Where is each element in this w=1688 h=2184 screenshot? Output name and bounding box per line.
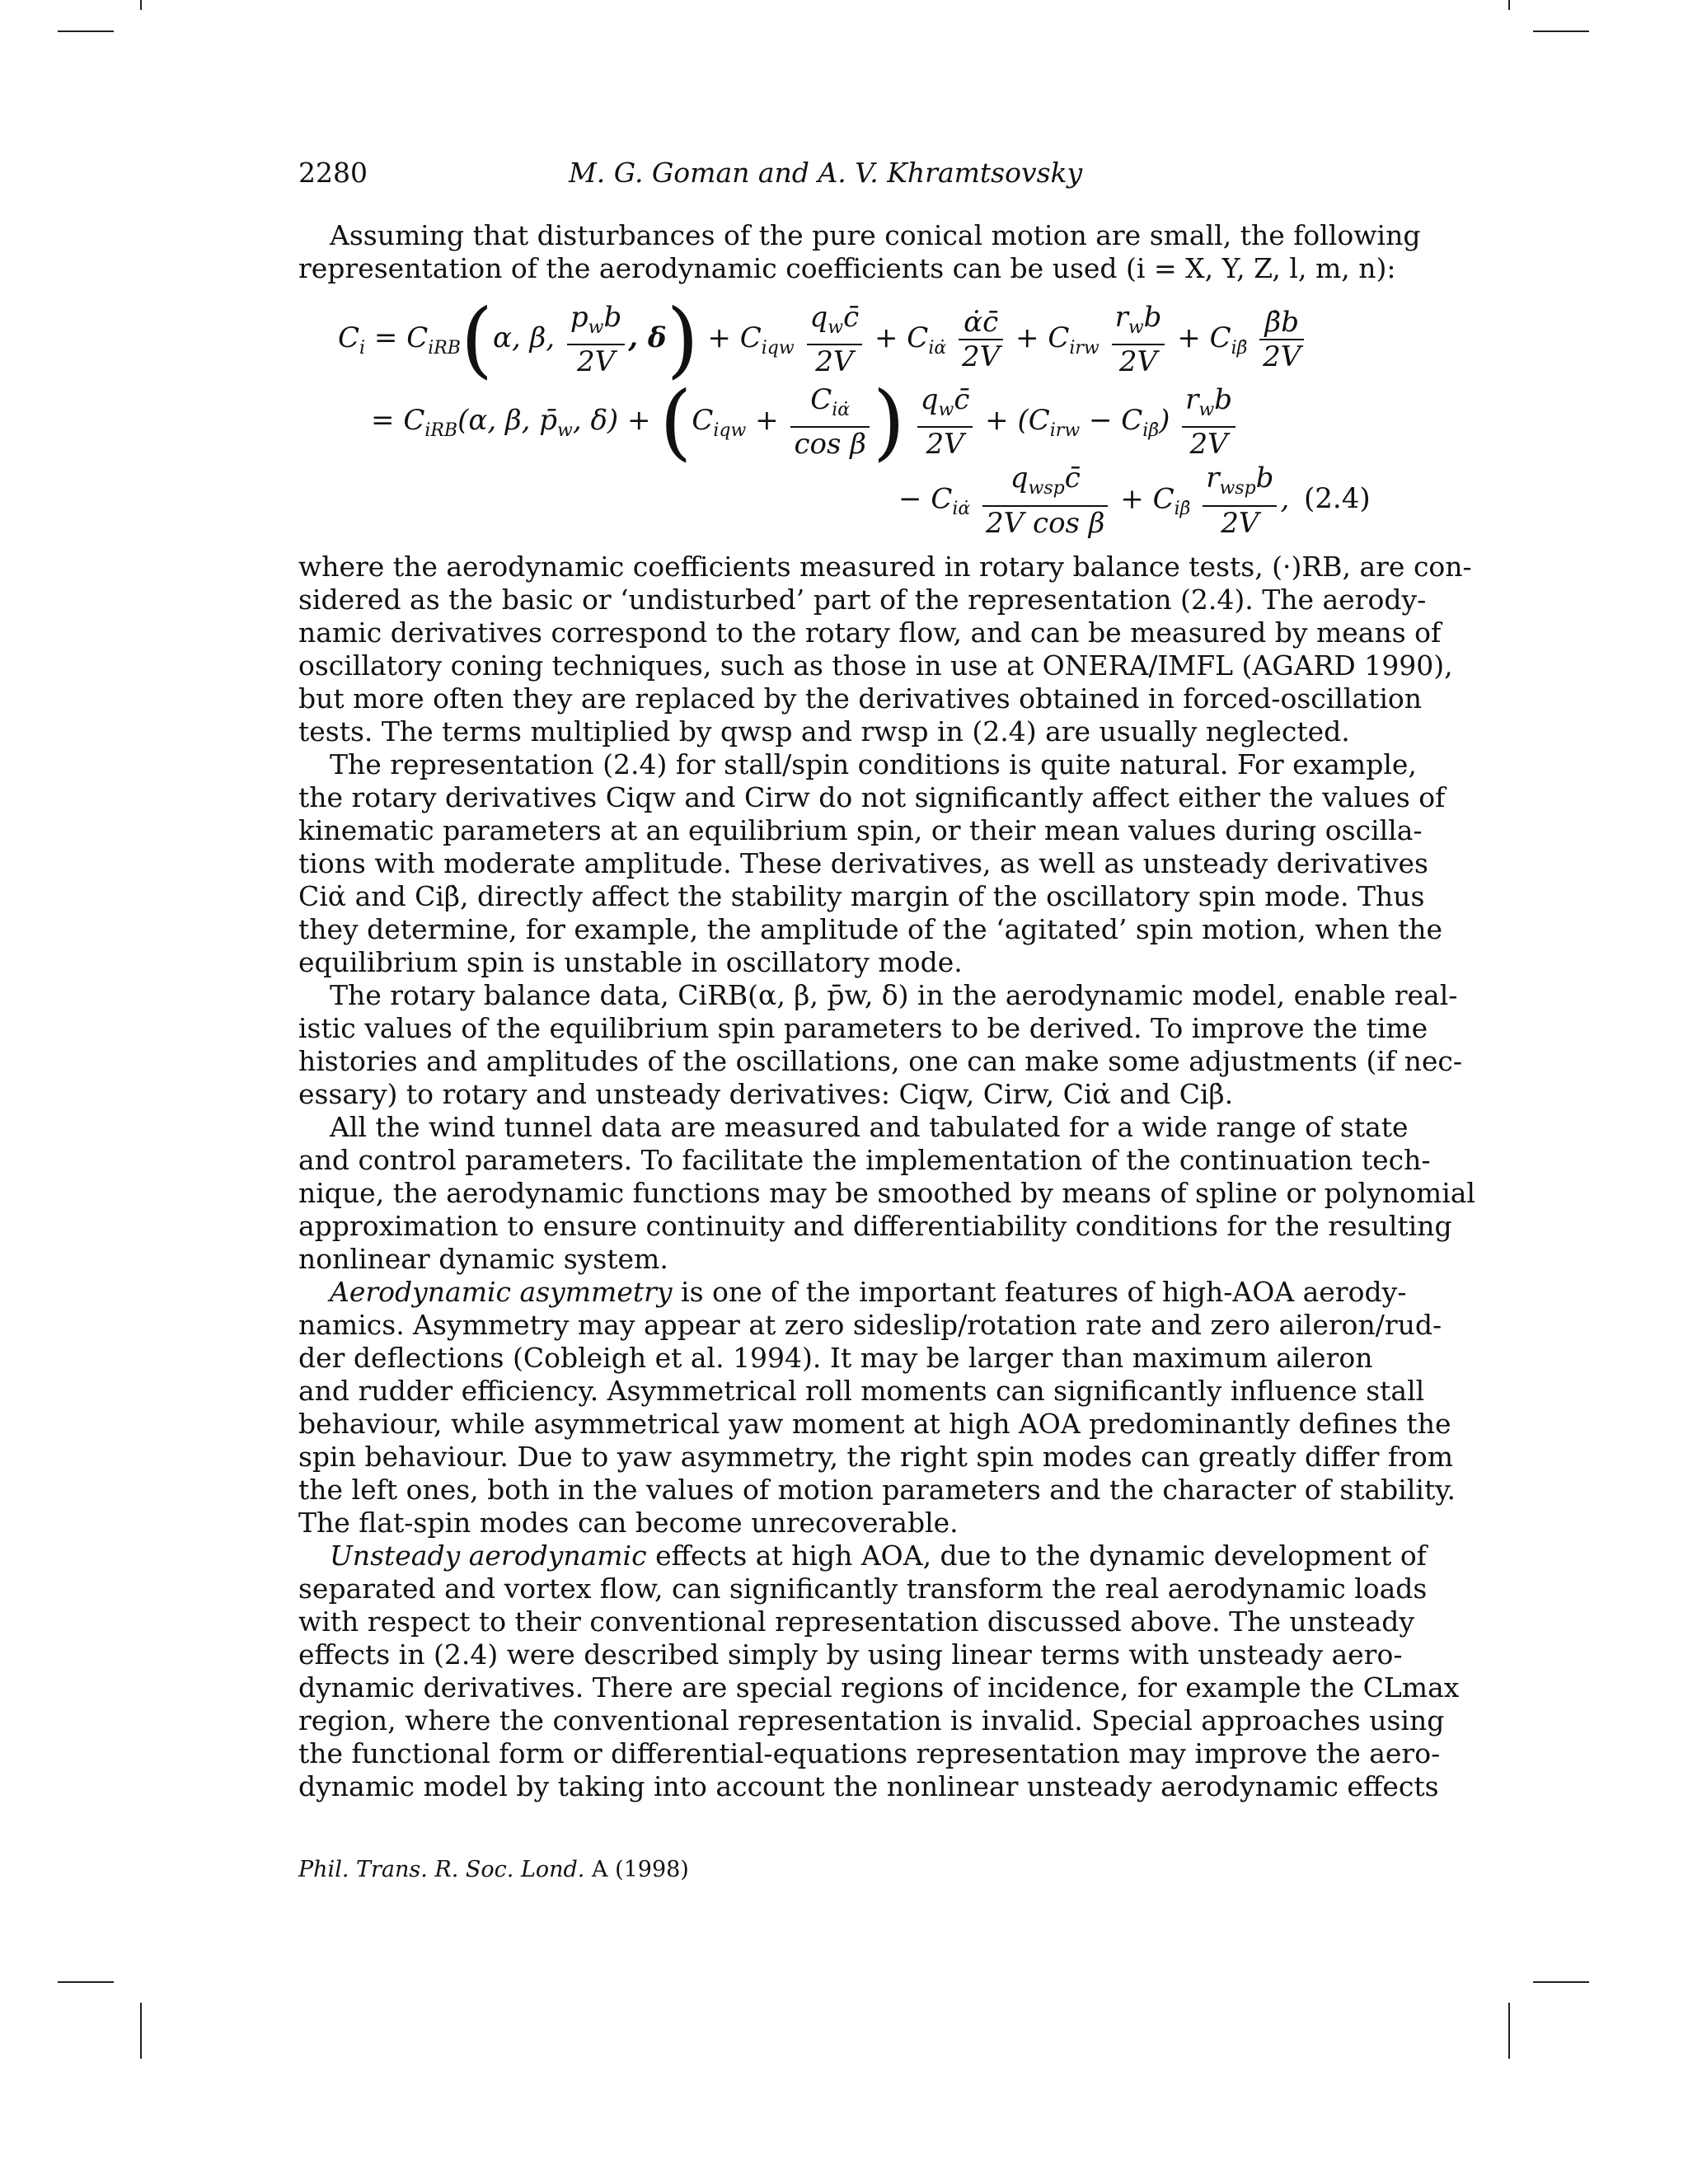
page-number: 2280 <box>298 157 368 189</box>
eq-symbol: C <box>907 321 929 354</box>
paragraph-rotary-balance <box>298 551 1472 748</box>
eq-symbol: C <box>338 321 360 354</box>
eq-subscript: wsp <box>1028 477 1065 499</box>
emphasis: Aerodynamic asymmetry <box>330 1276 673 1308</box>
text-line: The rotary balance data, CiRB(α, β, p̄w, δ) in the aerodynamic model, enable real- <box>330 979 1458 1011</box>
text-line: where the aerodynamic coefficients measured in rotary balance tests, (·)RB, are con- <box>298 551 1472 583</box>
crop-mark <box>1533 30 1589 32</box>
num-text: r <box>1185 382 1199 416</box>
text-line: tests. The terms multiplied by qwsp and rwsp in (2.4) are usually neglected. <box>298 715 1350 748</box>
numerator <box>807 301 863 346</box>
text-line: the functional form or differential-equations representation may improve the aero- <box>298 1737 1441 1769</box>
text-line: Ciα̇ and Ciβ̇, directly affect the stability margin of the oscillatory spin mode. Thus <box>298 880 1425 912</box>
eq-symbol: C <box>931 482 953 516</box>
eq-symbol: C <box>406 321 429 354</box>
text-line: The flat-spin modes can become unrecoverable. <box>298 1507 959 1539</box>
eq-operator: − <box>1088 404 1113 437</box>
text-line <box>298 1540 1427 1572</box>
text-line: and control parameters. To facilitate the implementation of the continuation tech- <box>298 1144 1431 1176</box>
text-line: kinematic parameters at an equilibrium spin, or their mean values during oscilla- <box>298 814 1423 846</box>
num-text: c̄ <box>954 382 970 416</box>
eq-args: , δ <box>628 321 667 354</box>
eq-subscript: i <box>359 337 366 359</box>
paragraph-asymmetry <box>298 1276 1456 1540</box>
equation-line-1 <box>338 291 1307 387</box>
eq-subscript: iα̇ <box>952 499 971 520</box>
right-paren: ) <box>872 373 905 470</box>
eq-subscript: iα̇ <box>832 399 851 420</box>
eq-operator: + <box>627 404 651 437</box>
denominator: cos β <box>794 428 866 462</box>
eq-subscript: w <box>557 419 573 441</box>
text-line: All the wind tunnel data are measured and tabulated for a wide range of state <box>330 1111 1409 1143</box>
eq-operator: = <box>373 321 398 354</box>
fraction <box>1203 462 1277 540</box>
eq-punctuation: , <box>1280 482 1290 516</box>
eq-args: (α, β, p̄ <box>457 404 557 437</box>
eq-subscript: w <box>1198 399 1215 420</box>
eq-args: α, β, <box>493 321 556 354</box>
num-text: c̄ <box>1064 462 1081 494</box>
eq-operator: + <box>755 404 779 437</box>
numerator: α̇c̄ <box>959 306 1003 340</box>
eq-symbol: (C <box>1017 404 1050 437</box>
eq-symbol: C <box>739 321 762 354</box>
paragraph-intro <box>298 219 1421 285</box>
num-text: b <box>1214 382 1233 416</box>
left-paren: ( <box>659 373 692 470</box>
left-paren: ( <box>460 291 493 387</box>
eq-subscript: irw <box>1049 419 1081 441</box>
denominator: 2V <box>1118 345 1158 379</box>
text-line: Assuming that disturbances of the pure conical motion are small, the following <box>330 219 1421 251</box>
text-line: nonlinear dynamic system. <box>298 1243 668 1275</box>
crop-mark <box>140 2003 142 2059</box>
paragraph-unsteady <box>298 1540 1460 1803</box>
text-line: namics. Asymmetry may appear at zero sideslip/rotation rate and zero aileron/rud- <box>298 1309 1442 1341</box>
eq-operator: − <box>898 482 922 516</box>
eq-symbol: C <box>1121 404 1143 437</box>
denominator: 2V <box>1189 428 1228 462</box>
eq-operator: + <box>1177 321 1201 354</box>
text-line: approximation to ensure continuity and differentiability conditions for the resulting <box>298 1210 1452 1242</box>
fraction <box>959 306 1003 373</box>
running-head-authors: M. G. Goman and A. V. Khramtsovsky <box>569 157 1083 189</box>
text-line: dynamic derivatives. There are special regions of incidence, for example the CLmax <box>298 1671 1460 1704</box>
fraction <box>1259 306 1304 373</box>
text-line: dynamic model by taking into account the nonlinear unsteady aerodynamic effects <box>298 1770 1439 1802</box>
denominator: 2V <box>1263 340 1301 373</box>
text-line: oscillatory coning techniques, such as those in use at ONERA/IMFL (AGARD 1990), <box>298 649 1453 682</box>
num-text: r <box>1206 462 1220 494</box>
text-line: behaviour, while asymmetrical yaw moment at high AOA predominantly defines the <box>298 1408 1451 1440</box>
eq-subscript: w <box>588 316 604 338</box>
text-line: tions with moderate amplitude. These derivatives, as well as unsteady derivatives <box>298 847 1428 879</box>
numerator <box>1112 301 1165 346</box>
crop-mark <box>1508 0 1510 10</box>
equation-number: (2.4) <box>1304 482 1371 515</box>
text-line: sidered as the basic or ‘undisturbed’ part of the representation (2.4). The aerody- <box>298 583 1427 616</box>
eq-subscript: iqw <box>761 337 795 359</box>
journal-footer <box>298 1857 689 1882</box>
eq-subscript: iβ̇ <box>1142 419 1160 441</box>
denominator: 2V <box>815 345 854 379</box>
text-run: is one of the important features of high-AOA aerody- <box>672 1276 1407 1308</box>
eq-operator: + <box>874 321 898 354</box>
numerator <box>917 383 973 429</box>
text-line: region, where the conventional representation is invalid. Special approaches using <box>298 1704 1445 1736</box>
eq-operator: = <box>371 404 395 437</box>
num-text: C <box>810 382 832 416</box>
denominator: 2V <box>1221 506 1259 540</box>
fraction <box>917 383 973 462</box>
num-text: q <box>920 382 939 416</box>
crop-mark <box>140 0 142 10</box>
crop-mark <box>58 1981 114 1983</box>
text-line: effects in (2.4) were described simply by using linear terms with unsteady aero- <box>298 1638 1403 1671</box>
text-line: spin behaviour. Due to yaw asymmetry, the right spin modes can greatly differ from <box>298 1441 1454 1473</box>
text-line: separated and vortex flow, can significantly transform the real aerodynamic loads <box>298 1572 1428 1605</box>
num-text: b <box>1255 462 1274 494</box>
num-text: p <box>570 300 588 334</box>
text-line: The representation (2.4) for stall/spin conditions is quite natural. For example, <box>330 748 1417 780</box>
eq-subscript: iRB <box>424 419 458 441</box>
numerator <box>1182 383 1236 429</box>
eq-subscript: iβ̇ <box>1174 499 1191 520</box>
eq-subscript: w <box>828 316 844 338</box>
text-line: the rotary derivatives Ciqw and Cirw do not significantly affect either the values of <box>298 781 1446 813</box>
paragraph-wind-tunnel <box>298 1111 1475 1276</box>
crop-mark <box>1533 1981 1589 1983</box>
eq-symbol: C <box>403 404 425 437</box>
eq-operator: + <box>985 404 1009 437</box>
fraction <box>790 383 869 462</box>
denominator: 2V cos β <box>986 506 1105 540</box>
paragraph-stall-spin <box>298 748 1446 979</box>
eq-subscript: iα̇ <box>928 337 947 359</box>
eq-subscript: w <box>938 399 954 420</box>
eq-subscript: irw <box>1069 337 1100 359</box>
eq-args: , δ) <box>572 404 619 437</box>
num-text: b <box>603 300 622 334</box>
journal-series-year: A (1998) <box>591 1857 689 1882</box>
eq-symbol: C <box>692 404 714 437</box>
text-line: equilibrium spin is unstable in oscillatory mode. <box>298 946 963 978</box>
eq-operator: + <box>707 321 731 354</box>
equation-line-3 <box>898 462 1289 540</box>
eq-subscript: iRB <box>428 337 461 359</box>
eq-subscript: wsp <box>1219 477 1256 499</box>
text-run: effects at high AOA, due to the dynamic development of <box>646 1540 1427 1572</box>
eq-subscript: iqw <box>713 419 747 441</box>
text-line: der deflections (Cobleigh et al. 1994). It may be larger than maximum aileron <box>298 1342 1373 1374</box>
denominator: 2V <box>962 340 1001 373</box>
text-line: nique, the aerodynamic functions may be smoothed by means of spline or polynomial <box>298 1177 1475 1209</box>
eq-symbol: C <box>1152 482 1175 516</box>
eq-symbol: C <box>1209 321 1231 354</box>
numerator: β̇b <box>1259 306 1304 340</box>
text-line <box>298 1276 1407 1309</box>
text-line: histories and amplitudes of the oscillations, one can make some adjustments (if nec- <box>298 1045 1462 1077</box>
emphasis: Unsteady aerodynamic <box>330 1540 647 1572</box>
num-text: b <box>1143 300 1162 334</box>
eq-subscript: iβ̇ <box>1231 337 1248 359</box>
journal-name: Phil. Trans. R. Soc. Lond. <box>298 1857 585 1882</box>
fraction <box>982 462 1108 540</box>
text-line: the left ones, both in the values of motion parameters and the character of stability. <box>298 1474 1456 1506</box>
crop-mark <box>1508 2003 1510 2059</box>
eq-subscript: w <box>1128 316 1144 338</box>
fraction <box>567 301 625 379</box>
num-text: q <box>809 300 828 334</box>
text-line: essary) to rotary and unsteady derivatives: Ciqw, Cirw, Ciα̇ and Ciβ̇. <box>298 1078 1234 1110</box>
text-line: istic values of the equilibrium spin parameters to be derived. To improve the time <box>298 1012 1428 1044</box>
eq-symbol: C <box>1048 321 1070 354</box>
text-line: but more often they are replaced by the derivatives obtained in forced-oscillation <box>298 682 1423 715</box>
text-line: and rudder efficiency. Asymmetrical roll moments can significantly influence stall <box>298 1375 1425 1407</box>
num-text: c̄ <box>843 300 860 334</box>
num-text: r <box>1114 300 1128 334</box>
paragraph-rotary-data <box>298 979 1462 1111</box>
text-line: representation of the aerodynamic coefficients can be used (i = X, Y, Z, l, m, n): <box>298 252 1396 284</box>
denominator: 2V <box>926 428 964 462</box>
denominator: 2V <box>576 345 616 379</box>
numerator <box>1203 462 1277 507</box>
numerator <box>567 301 625 346</box>
equation-line-2 <box>371 373 1239 470</box>
crop-mark <box>58 30 114 32</box>
fraction <box>1182 383 1236 462</box>
num-text: q <box>1010 462 1029 494</box>
text-line: namic derivatives correspond to the rotary flow, and can be measured by means of <box>298 616 1442 649</box>
text-line: with respect to their conventional representation discussed above. The unsteady <box>298 1605 1415 1638</box>
fraction <box>807 301 863 379</box>
numerator <box>790 383 869 429</box>
eq-operator: + <box>1015 321 1039 354</box>
fraction <box>1112 301 1165 379</box>
text-line: they determine, for example, the amplitude of the ‘agitated’ spin motion, when the <box>298 913 1443 945</box>
right-paren: ) <box>666 291 699 387</box>
eq-symbol: ) <box>1159 404 1170 437</box>
numerator <box>982 462 1108 507</box>
eq-operator: + <box>1120 482 1144 516</box>
